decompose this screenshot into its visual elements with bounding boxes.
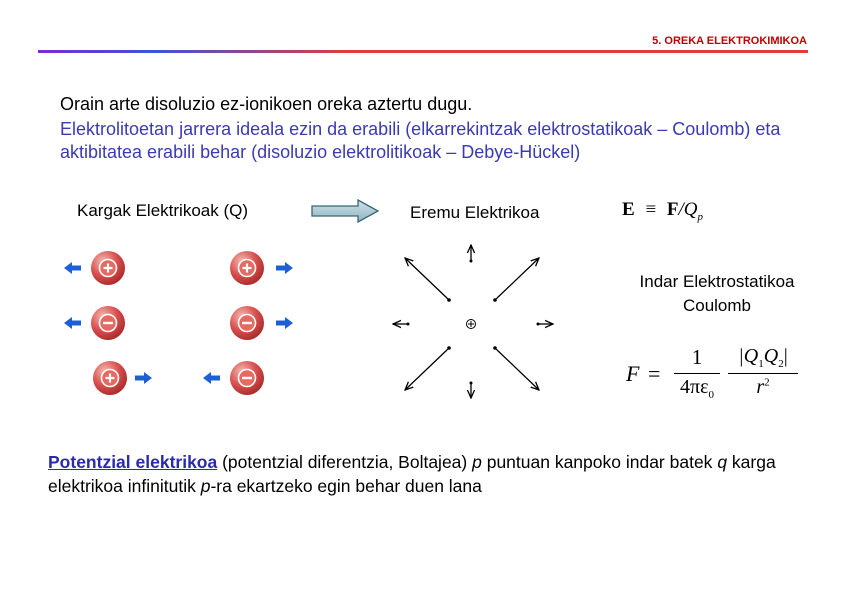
force-label [612,270,822,318]
plus-icon [239,260,256,277]
field-arrow [405,258,449,300]
coulomb-numerator-2-end: | [783,345,788,367]
force-label-line-1: Indar Elektrostatikoa [639,272,795,291]
big-right-arrow-icon [310,198,380,224]
left-arrow-icon [203,372,220,384]
coulomb-denominator-2-sup: 2 [764,376,770,389]
intro-line-2: Elektrolitoetan jarrera ideala ezin da erabili (elkarrekintzak elektrostatikoak – Coulomb) eta aktibitatea erabili behar (disoluzio elektrolitikoak – Debye-Hückel) [60,119,781,162]
coulomb-numerator-2-mid: Q [763,345,779,367]
coulomb-numerator-1: 1 [691,345,703,369]
right-arrow-icon [276,317,293,329]
right-arrow-icon [135,372,152,384]
formula-E: E [622,199,635,220]
right-arrow-icon [276,262,293,274]
left-arrow-icon [64,317,81,329]
left-arrow-icon [64,262,81,274]
minus-icon [239,315,256,332]
field-arrow [495,258,539,300]
definition-part-2: puntuan kanpoko indar batek [481,452,718,472]
electric-field-diagram [385,240,565,410]
definition-part-4: -ra ekartzeko egin behar duen lana [210,476,482,496]
section-title: 5. OREKA ELEKTROKIMIKOA [652,35,807,47]
minus-icon [239,370,256,387]
definition-p-2: p [200,476,211,496]
coulomb-numerator-2: |Q [738,345,759,367]
definition-q: q [717,452,728,472]
force-label-line-2: Coulomb [682,296,752,315]
definition-part-3: karga elektrikoa infinitutik [48,452,776,496]
field-formula [622,199,703,223]
intro-line-1: Orain arte disoluzio ez-ionikoen oreka aztertu dugu. [60,94,473,114]
coulomb-denominator-1: 4πε [680,376,709,398]
coulomb-denominator-1-sub: 0 [708,389,714,401]
coulomb-denominator-2: r [756,376,765,398]
definition-part-1: (potentzial diferentzia, Boltajea) [217,452,473,472]
formula-Q: /Q [678,199,698,220]
charges-label: Kargak Elektrikoak (Q) [77,201,248,220]
coulomb-numerator-2-sub1: 1 [758,358,764,370]
potential-definition [48,450,808,498]
formula-F: F [666,199,679,220]
potential-term: Potentzial elektrikoa [48,452,218,472]
field-label: Eremu Elektrikoa [410,203,540,222]
minus-icon [100,315,117,332]
header-divider [38,50,808,53]
field-arrow [405,348,449,390]
coulomb-formula [626,345,826,415]
formula-equiv: ≡ [645,199,657,220]
coulomb-equals: = [648,361,661,386]
charges-diagram [55,248,315,398]
definition-p: p [472,452,482,472]
coulomb-numerator-2-sub2: 2 [778,358,784,370]
field-arrow [495,348,539,390]
center-charge [467,320,476,329]
coulomb-F: F [626,361,640,386]
plus-icon [102,370,119,387]
formula-Q-sub: p [697,210,704,223]
plus-icon [100,260,117,277]
